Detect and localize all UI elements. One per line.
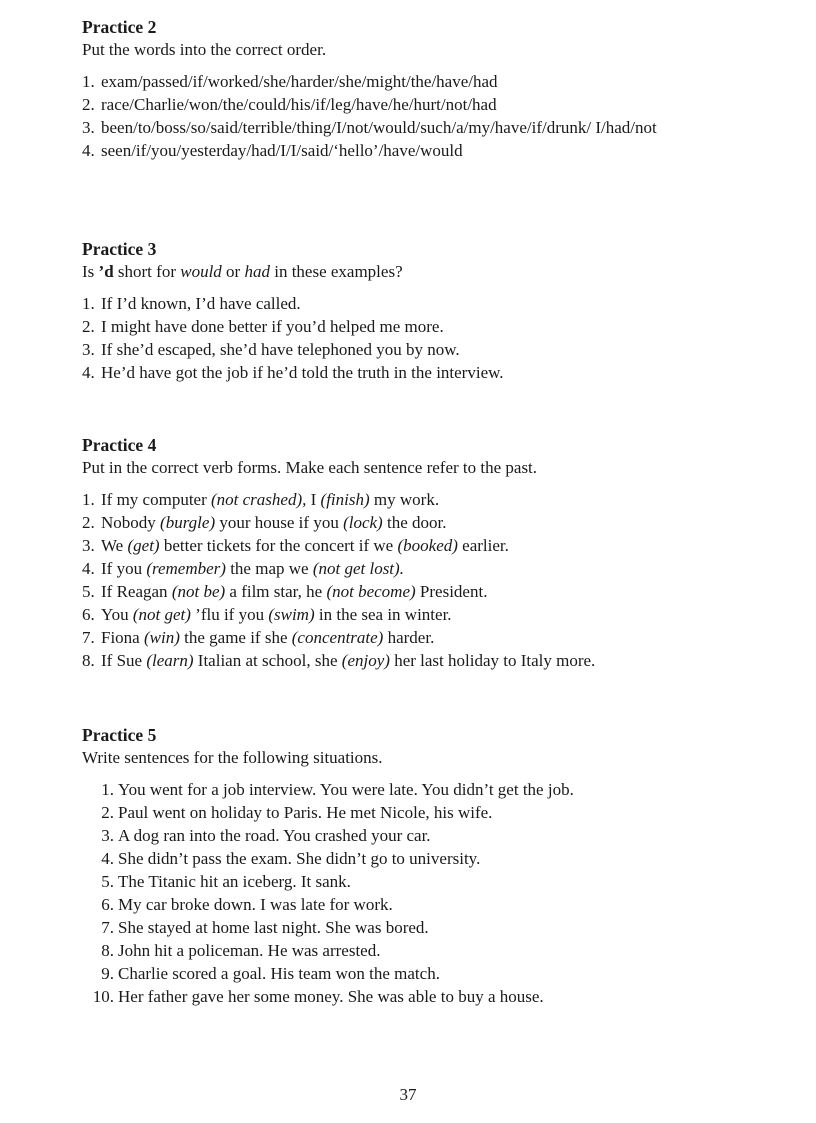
- item-text: [101, 488, 782, 511]
- item-text-segment: President.: [415, 582, 488, 601]
- list-item: [82, 361, 782, 384]
- item-text-segment: in the sea in winter.: [314, 605, 452, 624]
- list-item: [82, 916, 782, 939]
- item-text: Charlie scored a goal. His team won the match.: [118, 964, 440, 983]
- list-item: [82, 847, 782, 870]
- item-text-segment: Nobody: [101, 513, 161, 532]
- item-number: 1.: [82, 294, 95, 313]
- item-number: 3.: [82, 536, 95, 555]
- item-text-segment: harder.: [383, 628, 435, 647]
- item-text: The Titanic hit an iceberg. It sank.: [118, 872, 351, 891]
- practice-4-instruction: Put in the correct verb forms. Make each sentence refer to the past.: [82, 458, 538, 477]
- verb-prompt: (enjoy): [341, 651, 390, 670]
- item-text-segment: the map we: [225, 559, 313, 578]
- item-text: She didn’t pass the exam. She didn’t go to university.: [118, 849, 481, 868]
- practice-5-instruction: Write sentences for the following situations.: [82, 748, 383, 767]
- item-text-segment: Italian at school, she: [193, 651, 342, 670]
- verb-prompt: (not become): [326, 582, 416, 601]
- list-item: [82, 939, 782, 962]
- list-item: [82, 962, 782, 985]
- item-text-segment: If my computer: [101, 490, 211, 509]
- instruction-word-had: had: [244, 262, 270, 281]
- list-item: [82, 985, 782, 1008]
- practice-2-list: [82, 70, 782, 162]
- item-text-segment: Fiona: [101, 628, 144, 647]
- item-text: [101, 511, 782, 534]
- item-number: 5.: [101, 872, 114, 891]
- verb-prompt: (not be): [171, 582, 226, 601]
- item-text-segment: your house if you: [215, 513, 344, 532]
- practice-5-heading: Practice 5: [82, 725, 157, 745]
- verb-prompt: (remember): [146, 559, 226, 578]
- list-item: [82, 534, 782, 557]
- practice-3-section: [82, 238, 782, 384]
- item-text: [101, 603, 782, 626]
- item-text: exam/passed/if/worked/she/harder/she/might/the/have/had: [101, 72, 498, 91]
- practice-3-heading: Practice 3: [82, 239, 157, 259]
- item-number: 10.: [92, 987, 114, 1006]
- item-text: been/to/boss/so/said/terrible/thing/I/not/would/such/a/my/have/if/drunk/ I/had/not: [101, 118, 657, 137]
- instruction-text: Is: [82, 262, 99, 281]
- verb-prompt: (learn): [146, 651, 194, 670]
- list-item: [82, 315, 782, 338]
- item-text: [101, 557, 782, 580]
- list-item: [82, 557, 782, 580]
- item-text: Paul went on holiday to Paris. He met Nicole, his wife.: [118, 803, 493, 822]
- item-text: You went for a job interview. You were late. You didn’t get the job.: [118, 780, 574, 799]
- verb-prompt: (not get): [132, 605, 191, 624]
- item-number: 2.: [82, 513, 95, 532]
- verb-prompt: (finish): [320, 490, 370, 509]
- item-text: He’d have got the job if he’d told the truth in the interview.: [101, 363, 504, 382]
- practice-2-instruction: Put the words into the correct order.: [82, 40, 327, 59]
- verb-prompt: (burgle): [160, 513, 216, 532]
- verb-prompt: (concentrate): [291, 628, 384, 647]
- practice-4-list: [82, 488, 782, 672]
- item-number: 4.: [101, 849, 114, 868]
- item-number: 1.: [82, 490, 95, 509]
- list-item: [82, 116, 782, 139]
- list-item: [82, 870, 782, 893]
- list-item: [82, 893, 782, 916]
- item-number: 4.: [82, 141, 95, 160]
- item-text: [101, 649, 782, 672]
- item-text: I might have done better if you’d helped me more.: [101, 317, 444, 336]
- list-item: [82, 93, 782, 116]
- item-text: race/Charlie/won/the/could/his/if/leg/have/he/hurt/not/had: [101, 95, 497, 114]
- item-text: [101, 580, 782, 603]
- item-number: 6.: [82, 605, 95, 624]
- item-text-segment: my work.: [369, 490, 440, 509]
- item-text-segment: If Sue: [101, 651, 147, 670]
- list-item: [82, 824, 782, 847]
- practice-3-instruction: [82, 260, 782, 283]
- item-text: My car broke down. I was late for work.: [118, 895, 393, 914]
- item-number: 1.: [101, 780, 114, 799]
- verb-prompt: (swim): [268, 605, 315, 624]
- item-text-segment: her last holiday to Italy more.: [389, 651, 596, 670]
- verb-prompt: (booked): [397, 536, 458, 555]
- item-number: 8.: [101, 941, 114, 960]
- item-number: 2.: [82, 317, 95, 336]
- item-number: 1.: [82, 72, 95, 91]
- practice-3-list: [82, 292, 782, 384]
- instruction-contraction: ’d: [98, 262, 114, 281]
- item-text: John hit a policeman. He was arrested.: [118, 941, 381, 960]
- item-number: 8.: [82, 651, 95, 670]
- item-text-segment: a film star, he: [225, 582, 327, 601]
- verb-prompt: (get): [127, 536, 160, 555]
- item-text: If I’d known, I’d have called.: [101, 294, 301, 313]
- practice-2-section: [82, 16, 782, 162]
- item-text-segment: If you: [101, 559, 147, 578]
- list-item: [82, 292, 782, 315]
- list-item: [82, 603, 782, 626]
- item-text-segment: We: [101, 536, 128, 555]
- list-item: [82, 626, 782, 649]
- practice-5-section: [82, 724, 782, 1008]
- practice-4-heading: Practice 4: [82, 435, 157, 455]
- item-number: 2.: [82, 95, 95, 114]
- item-text-segment: If Reagan: [101, 582, 172, 601]
- item-number: 6.: [101, 895, 114, 914]
- item-text: [101, 534, 782, 557]
- item-text-segment: better tickets for the concert if we: [159, 536, 398, 555]
- item-text-segment: earlier.: [457, 536, 509, 555]
- item-number: 3.: [101, 826, 114, 845]
- item-number: 3.: [82, 118, 95, 137]
- instruction-word-would: would: [180, 262, 222, 281]
- verb-prompt: (not get lost).: [312, 559, 404, 578]
- list-item: [82, 649, 782, 672]
- list-item: [82, 488, 782, 511]
- verb-prompt: (lock): [343, 513, 383, 532]
- item-number: 4.: [82, 559, 95, 578]
- instruction-text: short for: [113, 262, 181, 281]
- page-number: 37: [399, 1085, 417, 1104]
- practice-5-list: [82, 778, 782, 1008]
- item-text: seen/if/you/yesterday/had/I/I/said/‘hello’/have/would: [101, 141, 463, 160]
- verb-prompt: (not crashed),: [211, 490, 307, 509]
- item-number: 5.: [82, 582, 95, 601]
- item-text: She stayed at home last night. She was bored.: [118, 918, 429, 937]
- verb-prompt: (win): [143, 628, 180, 647]
- item-number: 3.: [82, 340, 95, 359]
- item-text-segment: You: [101, 605, 133, 624]
- list-item: [82, 580, 782, 603]
- practice-4-section: [82, 434, 782, 672]
- list-item: [82, 338, 782, 361]
- item-text: [101, 626, 782, 649]
- list-item: [82, 778, 782, 801]
- list-item: [82, 801, 782, 824]
- item-number: 4.: [82, 363, 95, 382]
- instruction-text: in these examples?: [269, 262, 403, 281]
- list-item: [82, 70, 782, 93]
- list-item: [82, 139, 782, 162]
- item-text-segment: the game if she: [179, 628, 292, 647]
- item-text-segment: ’flu if you: [190, 605, 269, 624]
- instruction-text: or: [221, 262, 245, 281]
- item-text: Her father gave her some money. She was able to buy a house.: [118, 987, 544, 1006]
- item-number: 7.: [82, 628, 95, 647]
- item-text-segment: the door.: [382, 513, 447, 532]
- item-number: 9.: [101, 964, 114, 983]
- list-item: [82, 511, 782, 534]
- item-text-segment: I: [306, 490, 321, 509]
- item-text: A dog ran into the road. You crashed your car.: [118, 826, 431, 845]
- item-text: If she’d escaped, she’d have telephoned you by now.: [101, 340, 460, 359]
- item-number: 7.: [101, 918, 114, 937]
- practice-2-heading: Practice 2: [82, 17, 157, 37]
- item-number: 2.: [101, 803, 114, 822]
